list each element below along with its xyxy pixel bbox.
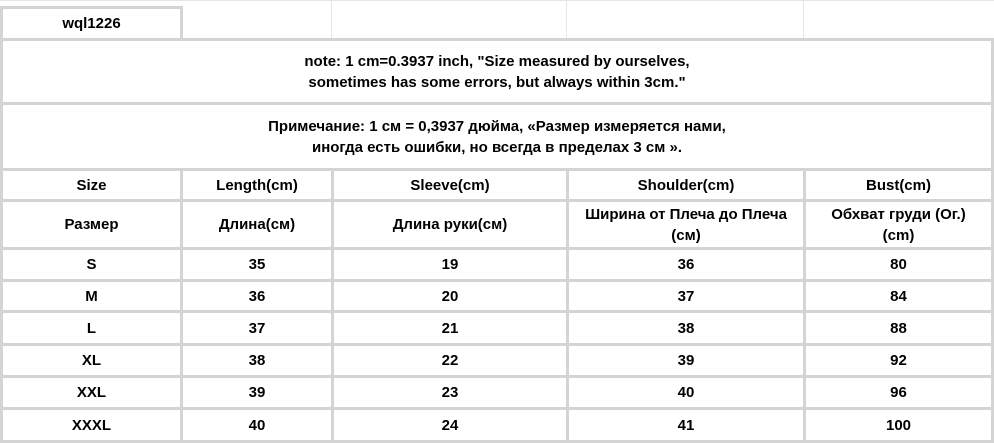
header-size: Size bbox=[76, 176, 107, 194]
cell-bust: 84 bbox=[890, 287, 907, 305]
cell-shoulder: 39 bbox=[677, 352, 695, 369]
cell-shoulder: 40 bbox=[677, 384, 695, 401]
header-sleeve-ru: Длина руки(см) bbox=[392, 216, 508, 233]
note-english: note: 1 cm=0.3937 inch, "Size measured by ourselves, sometimes has some errors, but always within 3cm." bbox=[304, 52, 690, 91]
cell-bust: 96 bbox=[890, 384, 907, 401]
header-bust-ru: Обхват груди (Ог.) (cm) bbox=[831, 205, 966, 244]
cell-size: M bbox=[85, 287, 98, 305]
cell-length: 36 bbox=[248, 287, 266, 305]
cell-length: 40 bbox=[248, 416, 266, 434]
cell-sleeve: 24 bbox=[441, 416, 459, 434]
cell-sleeve: 21 bbox=[441, 319, 459, 337]
cell-bust: 80 bbox=[890, 256, 907, 273]
cell-length: 38 bbox=[248, 352, 266, 369]
cell-sleeve: 23 bbox=[441, 384, 459, 401]
cell-shoulder: 38 bbox=[677, 319, 695, 337]
cell-sleeve: 22 bbox=[441, 352, 459, 369]
cell-shoulder: 37 bbox=[677, 287, 695, 305]
cell-sleeve: 20 bbox=[441, 287, 459, 305]
header-sleeve: Sleeve(cm) bbox=[410, 176, 490, 194]
cell-shoulder: 36 bbox=[677, 256, 695, 273]
note-russian: Примечание: 1 см = 0,3937 дюйма, «Размер измеряется нами, иногда есть ошибки, но всегда в пределах 3 см ». bbox=[268, 117, 726, 156]
cell-bust: 92 bbox=[890, 352, 907, 369]
cell-size: S bbox=[86, 256, 97, 273]
cell-bust: 88 bbox=[890, 319, 907, 337]
header-size-ru: Размер bbox=[64, 216, 119, 233]
header-length-ru: Длина(см) bbox=[218, 216, 296, 233]
cell-size: XL bbox=[81, 352, 102, 369]
header-length: Length(cm) bbox=[216, 176, 298, 194]
cell-length: 39 bbox=[248, 384, 266, 401]
header-shoulder: Shoulder(cm) bbox=[637, 176, 735, 194]
product-code: wql1226 bbox=[62, 15, 121, 32]
cell-size: L bbox=[86, 319, 97, 337]
cell-size: XXL bbox=[76, 384, 107, 401]
cell-bust: 100 bbox=[885, 416, 912, 434]
cell-length: 35 bbox=[248, 256, 266, 273]
cell-shoulder: 41 bbox=[677, 416, 695, 434]
cell-size: XXXL bbox=[71, 416, 112, 434]
header-shoulder-ru: Ширина от Плеча до Плеча (см) bbox=[585, 205, 787, 244]
cell-sleeve: 19 bbox=[441, 256, 459, 273]
cell-length: 37 bbox=[248, 319, 266, 337]
header-bust: Bust(cm) bbox=[865, 176, 931, 194]
